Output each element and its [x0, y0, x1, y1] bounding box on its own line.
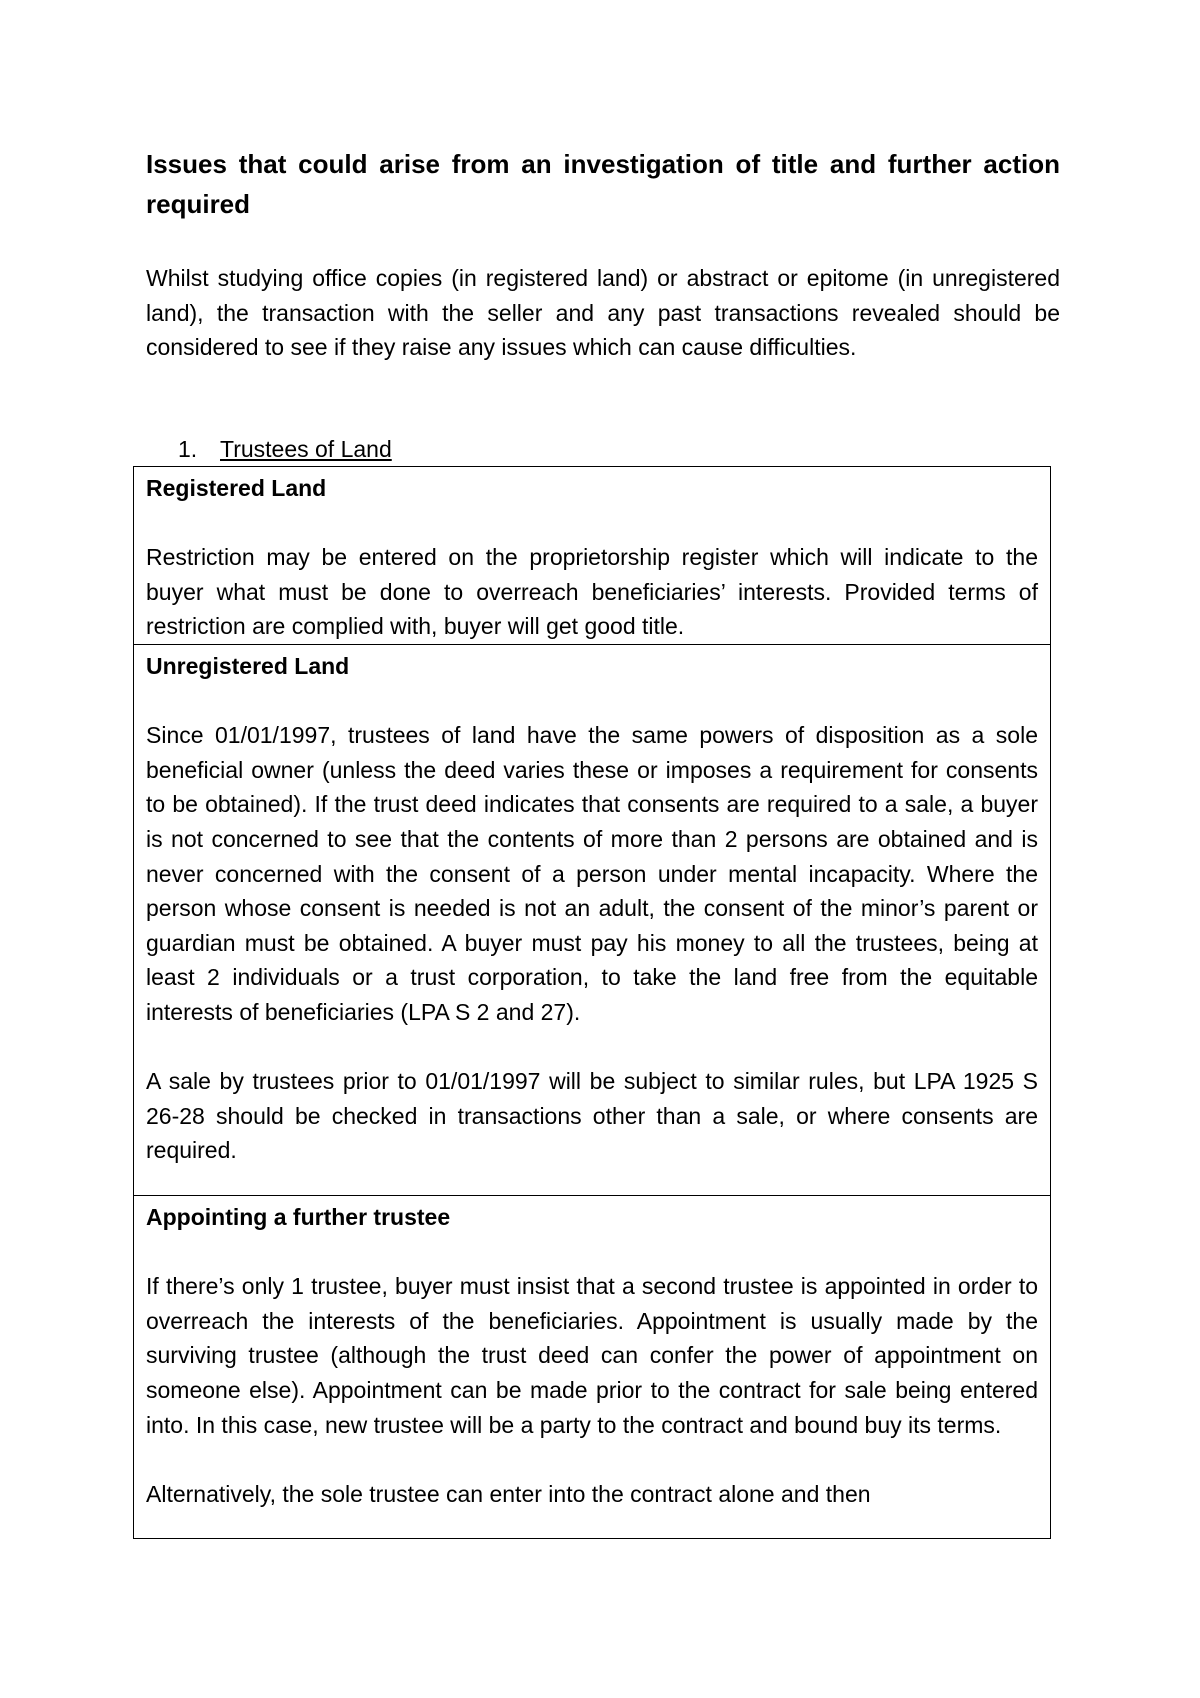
list-item-trustees-of-land	[178, 432, 392, 466]
table-row-appointing-trustee	[134, 1195, 1051, 1538]
cell-title-appointing-trustee: Appointing a further trustee	[146, 1203, 451, 1230]
cell-paragraph: If there’s only 1 trustee, buyer must insist that a second trustee is appointed in order to overreach the interests of the beneficiaries. Appointment is usually made by the surviving trustee (although the trust deed can confer the power of appointment on someone else). Appointment can be made prior to the contract for sale being entered into. In this case, new trustee will be a party to the contract and bound buy its terms.	[146, 1273, 1038, 1438]
table-row-unregistered-land	[134, 644, 1051, 1195]
table-cell	[134, 1195, 1051, 1538]
cell-title-unregistered-land: Unregistered Land	[146, 652, 350, 679]
list-item-number: 1.	[178, 436, 198, 462]
trustees-table	[133, 466, 1051, 1539]
document-heading: Issues that could arise from an investigation of title and further action required	[146, 149, 1060, 219]
list-item-label: Trustees of Land	[220, 436, 392, 462]
cell-paragraph: Alternatively, the sole trustee can enter into the contract alone and then	[146, 1480, 871, 1507]
intro-paragraph: Whilst studying office copies (in registered land) or abstract or epitome (in unregistered land), the transaction with the seller and any past transactions revealed should be considered to see if they raise any issues which can cause difficulties.	[146, 265, 1060, 360]
table-cell	[134, 644, 1051, 1195]
cell-title-registered-land: Registered Land	[146, 475, 327, 501]
table-row-registered-land	[134, 467, 1051, 645]
cell-paragraph: Restriction may be entered on the proprietorship register which will indicate to the buyer what must be done to overreach beneficiaries’ interests. Provided terms of restriction are complied with, buyer will get good title.	[146, 544, 1038, 640]
cell-paragraph: A sale by trustees prior to 01/01/1997 will be subject to similar rules, but LPA 1925 S 26-28 should be checked in transactions other than a sale, or where consents are required.	[146, 1068, 1038, 1164]
cell-paragraph: Since 01/01/1997, trustees of land have the same powers of disposition as a sole beneficial owner (unless the deed varies these or imposes a requirement for consents to be obtained). If the trust deed indicates that consents are required to a sale, a buyer is not concerned to see that the contents of more than 2 persons are obtained and is never concerned with the consent of a person under mental incapacity. Where the person whose consent is needed is not an adult, the consent of the minor’s parent or guardian must be obtained. A buyer must pay his money to all the trustees, being at least 2 individuals or a trust corporation, to take the land free from the equitable interests of beneficiaries (LPA S 2 and 27).	[146, 722, 1038, 1025]
table-cell	[134, 467, 1051, 645]
